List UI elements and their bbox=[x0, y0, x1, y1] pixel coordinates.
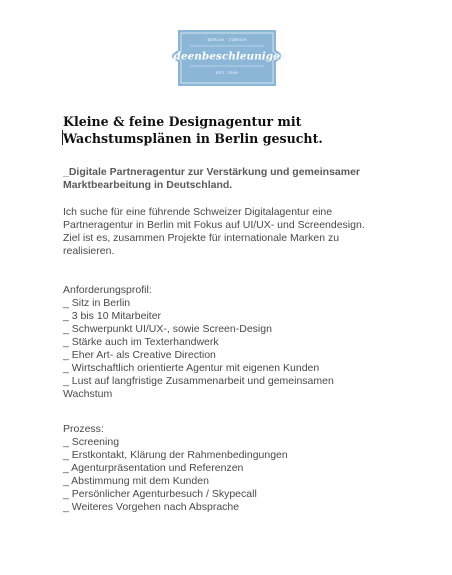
list-item: Wachstum bbox=[63, 388, 113, 400]
list-item: _ Screening bbox=[63, 436, 120, 448]
process-list bbox=[63, 436, 288, 514]
logo-bottom-text: EST. 2009 bbox=[215, 70, 239, 75]
list-item: _ Persönlicher Agenturbesuch / Skypecall bbox=[63, 488, 257, 500]
logo-top-text: BERLIN · ZÜRICH bbox=[207, 37, 247, 42]
headline-line-1: Kleine & feine Designagentur mit bbox=[63, 114, 302, 129]
logo-wordmark: Ideenbeschleuniger bbox=[168, 50, 286, 63]
list-item: _ Wirtschaftlich orientierte Agentur mit eigenen Kunden bbox=[63, 362, 320, 374]
subheadline bbox=[63, 166, 403, 192]
intro-line: Partneragentur in Berlin mit Fokus auf UI/UX- und Screendesign. bbox=[63, 219, 365, 231]
requirements-list bbox=[63, 297, 334, 401]
subheadline-line-2: Marktbearbeitung in Deutschland. bbox=[63, 179, 233, 191]
company-logo bbox=[168, 26, 286, 90]
list-item: _ Stärke auch im Texterhandwerk bbox=[63, 336, 219, 348]
text-cursor bbox=[62, 130, 63, 145]
list-item: _ Sitz in Berlin bbox=[63, 297, 131, 309]
headline bbox=[63, 113, 423, 147]
requirements-section bbox=[63, 284, 334, 401]
list-item: _ 3 bis 10 Mitarbeiter bbox=[63, 310, 162, 322]
process-section bbox=[63, 423, 288, 514]
intro-paragraph bbox=[63, 206, 365, 258]
list-item: _ Abstimmung mit dem Kunden bbox=[63, 475, 209, 487]
process-heading: Prozess: bbox=[63, 423, 104, 435]
list-item: _ Erstkontakt, Klärung der Rahmenbedingungen bbox=[63, 449, 288, 461]
intro-line: Ziel ist es, zusammen Projekte für internationale Marken zu bbox=[63, 232, 340, 244]
list-item: _ Weiteres Vorgehen nach Absprache bbox=[63, 501, 240, 513]
intro-line: realisieren. bbox=[63, 245, 115, 257]
requirements-heading: Anforderungsprofil: bbox=[63, 284, 152, 296]
list-item: _ Agenturpräsentation und Referenzen bbox=[63, 462, 244, 474]
intro-line: Ich suche für eine führende Schweizer Digitalagentur eine bbox=[63, 206, 333, 218]
list-item: _ Eher Art- als Creative Direction bbox=[63, 349, 216, 361]
headline-line-2: Wachstumsplänen in Berlin gesucht. bbox=[63, 131, 323, 146]
subheadline-line-1: _Digitale Partneragentur zur Verstärkung und gemeinsamer bbox=[63, 166, 361, 178]
list-item: _ Schwerpunkt UI/UX-, sowie Screen-Design bbox=[63, 323, 272, 335]
list-item: _ Lust auf langfristige Zusammenarbeit und gemeinsamen bbox=[63, 375, 334, 387]
logo-badge-graphic bbox=[168, 26, 286, 90]
